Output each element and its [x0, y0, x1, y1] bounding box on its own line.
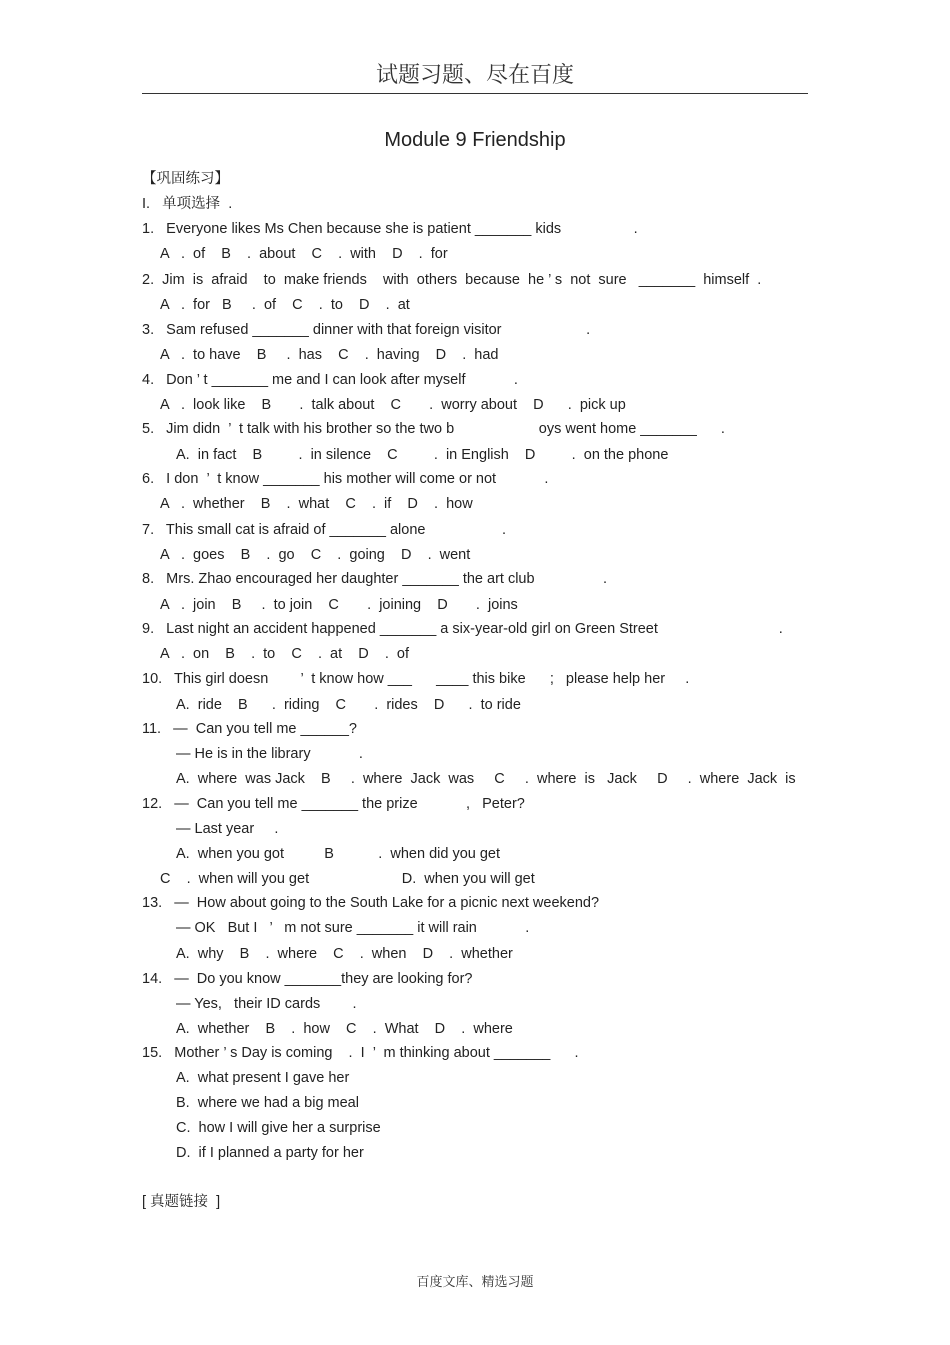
options-13: A. why B . where C . when D . whether [176, 946, 513, 962]
options-1: A . of B . about C . with D . for [160, 246, 448, 262]
options-12-ab: A. when you got B . when did you get [176, 846, 501, 862]
option-15-a: A. what present I gave her [176, 1070, 350, 1086]
question-6: 6. I don ’ t know _______ his mother will come or not . [142, 471, 549, 487]
page-footer: 百度文库、精选习题 [416, 1275, 534, 1290]
answer-13: — OK But I ’ m not sure _______ it will rain . [176, 920, 530, 936]
section-title: I. 单项选择 . [142, 196, 233, 212]
question-5: 5. Jim didn ’ t talk with his brother so the two b oys went home _______ . [142, 421, 725, 437]
options-5: A. in fact B . in silence C . in English D . on the phone [176, 447, 669, 463]
option-15-c: C. how I will give her a surprise [176, 1120, 381, 1136]
option-15-d: D. if I planned a party for her [176, 1145, 364, 1161]
options-10: A. ride B . riding C . rides D . to ride [176, 697, 521, 713]
section-heading: 【巩固练习】 [142, 171, 229, 187]
question-4: 4. Don ’ t _______ me and I can look after myself . [142, 372, 518, 388]
answer-14: — Yes, their ID cards . [176, 996, 357, 1012]
question-1: 1. Everyone likes Ms Chen because she is patient _______ kids . [142, 221, 638, 237]
page-header: 试题习题、尽在百度 [375, 63, 574, 88]
options-12-cd: C . when will you get D. when you will get [160, 871, 535, 887]
question-12: 12. — Can you tell me _______ the prize , Peter? [142, 796, 525, 812]
question-13: 13. — How about going to the South Lake for a picnic next weekend? [142, 895, 600, 911]
question-10: 10. This girl doesn ’ t know how ___ ____ this bike ; please help her . [142, 671, 690, 687]
real-exam-link-heading: [ 真题链接 ] [142, 1194, 221, 1210]
options-7: A . goes B . go C . going D . went [160, 547, 471, 563]
question-8: 8. Mrs. Zhao encouraged her daughter _______ the art club . [142, 571, 608, 587]
question-15: 15. Mother ’ s Day is coming . I ’ m thinking about _______ . [142, 1045, 579, 1061]
question-14: 14. — Do you know _______they are looking for? [142, 971, 473, 987]
options-4: A . look like B . talk about C . worry about D . pick up [160, 397, 626, 413]
question-3: 3. Sam refused _______ dinner with that foreign visitor . [142, 322, 591, 338]
header-divider [142, 93, 808, 94]
question-2: 2. Jim is afraid to make friends with others because he ’ s not sure _______ himself . [142, 272, 762, 288]
options-14: A. whether B . how C . What D . where [176, 1021, 513, 1037]
answer-11: — He is in the library . [176, 746, 363, 762]
option-15-b: B. where we had a big meal [176, 1095, 359, 1111]
options-6: A . whether B . what C . if D . how [160, 496, 473, 512]
options-9: A . on B . to C . at D . of [160, 646, 410, 662]
question-11: 11. — Can you tell me ______? [142, 721, 357, 737]
page-title: Module 9 Friendship [384, 129, 566, 151]
options-11: A. where was Jack B . where Jack was C . where is Jack D . where Jack is [176, 771, 796, 787]
question-7: 7. This small cat is afraid of _______ alone . [142, 522, 507, 538]
options-2: A . for B . of C . to D . at [160, 297, 410, 313]
options-8: A . join B . to join C . joining D . joins [160, 597, 518, 613]
answer-12: — Last year . [176, 821, 279, 837]
question-9: 9. Last night an accident happened _______ a six-year-old girl on Green Street . [142, 621, 783, 637]
options-3: A . to have B . has C . having D . had [160, 347, 499, 363]
